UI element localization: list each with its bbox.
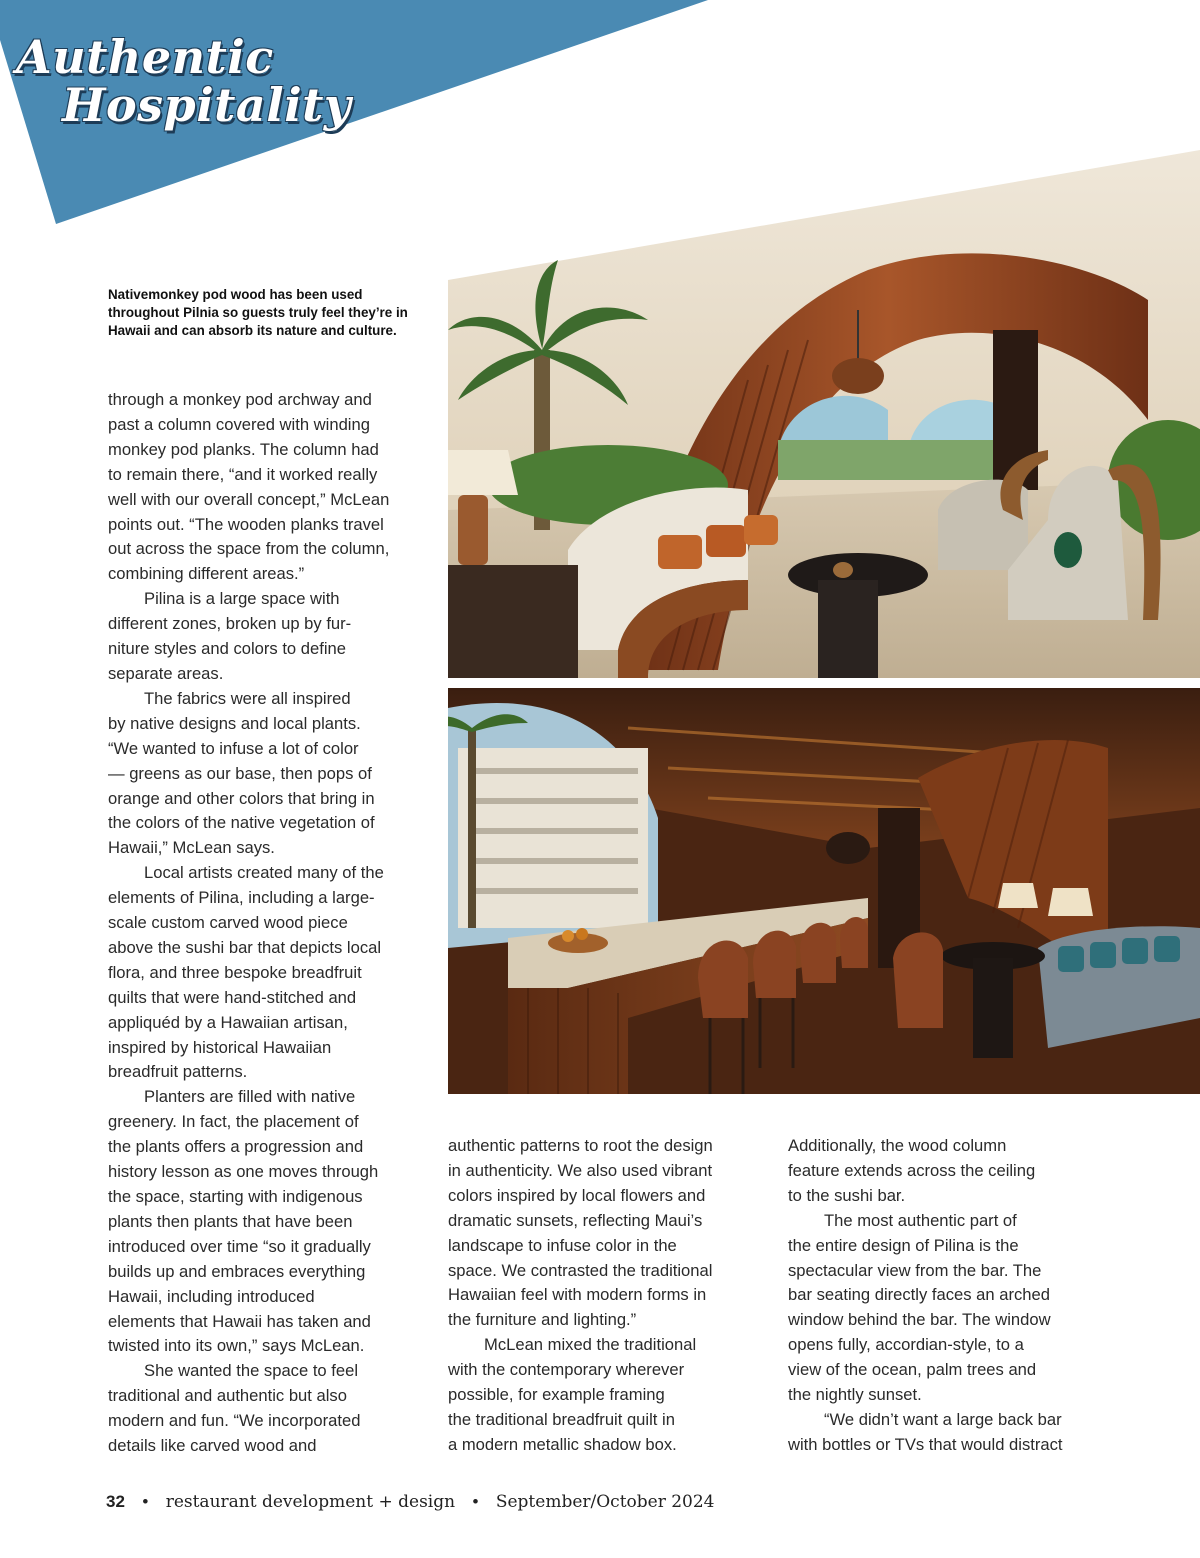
text-line: the plants offers a progression and	[108, 1137, 364, 1157]
text-line: to the sushi bar.	[788, 1185, 906, 1205]
kicker-line-1: Authentic	[16, 30, 274, 84]
photo-caption: Nativemonkey pod wood has been used throughout Pilnia so guests truly feel they’re in Hawaii and can absorb its nature and culture.	[108, 287, 408, 338]
text-line: McLean mixed the traditional	[484, 1335, 697, 1355]
text-line: builds up and embraces everything	[108, 1261, 366, 1281]
body-column-3	[788, 1134, 1108, 1458]
text-line: window behind the bar. The window	[788, 1310, 1051, 1330]
text-line: flora, and three bespoke breadfruit	[108, 962, 362, 982]
sushi-bar-photo	[448, 688, 1200, 1094]
text-line: different zones, broken up by fur-	[108, 614, 352, 634]
text-line: Local artists created many of the	[144, 863, 384, 883]
text-line: well with our overall concept,” McLean	[108, 489, 390, 509]
text-line: Additionally, the wood column	[788, 1136, 1007, 1155]
text-line: combining different areas.”	[108, 564, 305, 584]
footer-separator-2: •	[472, 1492, 479, 1511]
text-line: scale custom carved wood piece	[108, 913, 348, 933]
text-line: elements of Pilina, including a large-	[108, 888, 375, 908]
text-line: Hawaii, including introduced	[108, 1286, 315, 1306]
text-line: the space, starting with indigenous	[108, 1187, 363, 1206]
text-line: the traditional breadfruit quilt in	[448, 1409, 675, 1429]
text-line: to remain there, “and it worked really	[108, 464, 378, 484]
text-line: the colors of the native vegetation of	[108, 813, 375, 833]
issue-date: September/October 2024	[495, 1492, 715, 1512]
text-line: with the contemporary wherever	[448, 1360, 685, 1380]
text-line: appliquéd by a Hawaiian artisan,	[108, 1012, 348, 1032]
text-line: the furniture and lighting.”	[448, 1310, 637, 1330]
body-column-1	[108, 388, 428, 1459]
text-line: She wanted the space to feel	[144, 1361, 359, 1381]
footer-separator-1: •	[142, 1492, 149, 1511]
publication-name: restaurant development + design	[165, 1492, 456, 1512]
text-line: possible, for example framing	[448, 1385, 665, 1405]
text-line: authentic patterns to root the design	[448, 1136, 713, 1155]
text-line: feature extends across the ceiling	[788, 1160, 1036, 1180]
text-line: greenery. In fact, the placement of	[108, 1112, 359, 1132]
text-line: with bottles or TVs that would distract	[788, 1434, 1063, 1454]
body-column-2	[448, 1134, 768, 1458]
text-line: inspired by historical Hawaiian	[108, 1037, 332, 1057]
text-line: Pilina is a large space with	[144, 589, 340, 609]
text-line: the nightly sunset.	[788, 1385, 922, 1405]
lounge-archway-photo	[448, 150, 1200, 678]
text-line: elements that Hawaii has taken and	[108, 1311, 371, 1331]
text-line: separate areas.	[108, 663, 224, 683]
text-line: traditional and authentic but also	[108, 1386, 347, 1406]
text-line: the entire design of Pilina is the	[788, 1235, 1019, 1255]
text-line: monkey pod planks. The column had	[108, 439, 379, 459]
text-line: Planters are filled with native	[144, 1087, 356, 1107]
text-line: details like carved wood and	[108, 1436, 317, 1456]
text-line: Hawaiian feel with modern forms in	[448, 1285, 707, 1305]
text-line: modern and fun. “We incorporated	[108, 1411, 361, 1431]
text-line: niture styles and colors to define	[108, 639, 346, 659]
page-number: 32	[106, 1492, 125, 1511]
text-line: landscape to infuse color in the	[448, 1235, 677, 1255]
text-line: spectacular view from the bar. The	[788, 1260, 1042, 1280]
text-line: Hawaii,” McLean says.	[108, 838, 275, 858]
text-line: space. We contrasted the traditional	[448, 1260, 713, 1280]
text-line: quilts that were hand-stitched and	[108, 987, 357, 1007]
text-line: “We didn’t want a large back bar	[824, 1409, 1062, 1429]
text-line: colors inspired by local flowers and	[448, 1185, 706, 1205]
text-line: plants then plants that have been	[108, 1211, 353, 1231]
text-line: orange and other colors that bring in	[108, 788, 375, 808]
text-line: introduced over time “so it gradually	[108, 1236, 371, 1256]
text-line: by native designs and local plants.	[108, 713, 361, 733]
text-line: a modern metallic shadow box.	[448, 1434, 677, 1454]
text-line: opens fully, accordian-style, to a	[788, 1335, 1024, 1355]
text-line: dramatic sunsets, reflecting Maui’s	[448, 1210, 703, 1230]
text-line: bar seating directly faces an arched	[788, 1285, 1050, 1305]
text-line: past a column covered with winding	[108, 414, 370, 434]
text-line: points out. “The wooden planks travel	[108, 514, 384, 534]
text-line: twisted into its own,” says McLean.	[108, 1336, 365, 1356]
text-line: breadfruit patterns.	[108, 1062, 248, 1082]
text-line: history lesson as one moves through	[108, 1162, 379, 1182]
text-line: view of the ocean, palm trees and	[788, 1360, 1037, 1380]
text-line: in authenticity. We also used vibrant	[448, 1160, 713, 1180]
text-line: — greens as our base, then pops of	[108, 763, 372, 783]
text-line: The fabrics were all inspired	[144, 688, 351, 708]
kicker-line-2: Hospitality	[62, 78, 352, 132]
text-line: out across the space from the column,	[108, 539, 390, 559]
text-line: through a monkey pod archway and	[108, 390, 372, 409]
text-line: “We wanted to infuse a lot of color	[108, 738, 359, 758]
text-line: above the sushi bar that depicts local	[108, 937, 382, 957]
text-line: The most authentic part of	[824, 1210, 1017, 1230]
page-footer	[106, 1492, 715, 1512]
